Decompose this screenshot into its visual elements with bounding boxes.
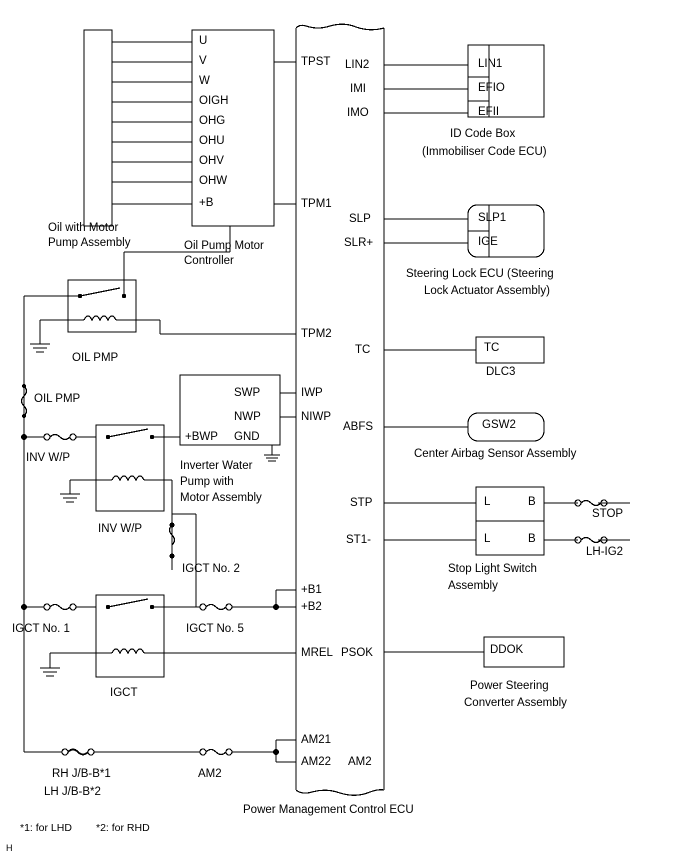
ecu-pin-plus-b1: +B1: [301, 584, 322, 596]
iwp-pin-bwp: +BWP: [185, 431, 218, 443]
ps-converter-caption-2: Converter Assembly: [464, 697, 567, 709]
ecu-pin-slr: SLR+: [344, 237, 374, 249]
igct-no5-fuse-label: IGCT No. 5: [186, 623, 244, 635]
ecu-pin-am22: AM22: [301, 756, 332, 768]
ecu-pin-slp: SLP: [349, 213, 371, 225]
am2-fuse-label: AM2: [198, 768, 222, 780]
pin-ohg: OHG: [199, 115, 226, 127]
idbox-pin-efii: EFII: [478, 106, 500, 118]
stoplight-pin-l-bottom: L: [484, 533, 491, 545]
ecu-pin-am21: AM21: [301, 734, 332, 746]
oil-pump-controller-caption-2: Controller: [184, 255, 234, 267]
igct-no1-fuse-label: IGCT No. 1: [12, 623, 70, 635]
steering-lock-pin-slp1: SLP1: [478, 212, 507, 224]
oil-pmp-fuse-label: OIL PMP: [34, 393, 81, 405]
oil-pmp-relay-box: [68, 280, 136, 332]
iwp-pin-swp: SWP: [234, 387, 261, 399]
ecu-pin-mrel: MREL: [301, 647, 333, 659]
iwp-caption-1: Inverter Water: [180, 460, 253, 472]
iwp-pin-nwp: NWP: [234, 411, 261, 423]
ps-converter-caption-1: Power Steering: [470, 680, 549, 692]
ecu-pin-imo: IMO: [347, 107, 369, 119]
ecu-pin-tc: TC: [355, 344, 371, 356]
pin-oigh: OIGH: [199, 95, 229, 107]
pin-ohw: OHW: [199, 175, 228, 187]
ecu-pin-plus-b2: +B2: [301, 601, 322, 613]
steering-lock-caption-2: Lock Actuator Assembly): [424, 285, 550, 297]
ecu-pin-niwp: NIWP: [301, 411, 332, 423]
footer-note-2: *2: for RHD: [96, 822, 150, 834]
ecu-pin-st1: ST1-: [346, 534, 371, 546]
pin-v: V: [199, 55, 207, 67]
ecu-pin-stp: STP: [350, 497, 373, 509]
pin-ohu: OHU: [199, 135, 225, 147]
pin-plus-b: +B: [199, 197, 214, 209]
idbox-caption-1: ID Code Box: [450, 128, 516, 140]
stop-label: STOP: [592, 508, 624, 520]
oil-motor-pump-box: [84, 30, 112, 226]
airbag-caption: Center Airbag Sensor Assembly: [414, 448, 577, 460]
pin-u: U: [199, 35, 208, 47]
ecu-pin-imi: IMI: [350, 83, 366, 95]
ecu-pin-psok: PSOK: [341, 647, 373, 659]
igct-no2-fuse-label: IGCT No. 2: [182, 563, 240, 575]
ecu-pin-tpm2: TPM2: [301, 328, 332, 340]
stoplight-pin-l-top: L: [484, 496, 491, 508]
ecu-pin-iwp: IWP: [301, 387, 323, 399]
iwp-caption-3: Motor Assembly: [180, 492, 262, 504]
pin-w: W: [199, 75, 210, 87]
ecu-pin-abfs: ABFS: [343, 421, 374, 433]
dlc3-pin-tc: TC: [484, 342, 500, 354]
oil-pmp-relay-label: OIL PMP: [72, 352, 119, 364]
ps-converter-pin-ddok: DDOK: [490, 644, 524, 656]
stoplight-pin-b-top: B: [528, 496, 536, 508]
rh-jb-b-fuse-label-1: RH J/B-B*1: [52, 768, 111, 780]
stoplight-caption-1: Stop Light Switch: [448, 563, 537, 575]
oil-motor-pump-caption-1: Oil with Motor: [48, 222, 119, 234]
idbox-pin-efio: EFIO: [478, 82, 505, 94]
stoplight-caption-2: Assembly: [448, 580, 498, 592]
oil-motor-pump-caption-2: Pump Assembly: [48, 237, 131, 249]
ecu-pin-lin2: LIN2: [345, 59, 370, 71]
lh-ig2-label: LH-IG2: [586, 546, 624, 558]
idbox-pin-lin1: LIN1: [478, 58, 503, 70]
ecu-caption: Power Management Control ECU: [243, 804, 414, 816]
corner-mark: H: [6, 843, 13, 853]
iwp-pin-gnd: GND: [234, 431, 260, 443]
steering-lock-pin-ige: IGE: [478, 236, 498, 248]
ecu-pin-tpst: TPST: [301, 56, 331, 68]
inv-wp-fuse-label: INV W/P: [26, 452, 71, 464]
ecu-pin-am2: AM2: [348, 756, 372, 768]
footer-note-1: *1: for LHD: [20, 822, 72, 834]
inv-wp-relay-label: INV W/P: [98, 523, 143, 535]
pin-ohv: OHV: [199, 155, 224, 167]
airbag-pin-gsw2: GSW2: [482, 419, 516, 431]
iwp-caption-2: Pump with: [180, 476, 234, 488]
dlc3-caption: DLC3: [486, 366, 516, 378]
ecu-pin-tpm1: TPM1: [301, 198, 332, 210]
oil-pump-controller-caption-1: Oil Pump Motor: [184, 240, 264, 252]
steering-lock-caption-1: Steering Lock ECU (Steering: [406, 268, 554, 280]
stoplight-pin-b-bottom: B: [528, 533, 536, 545]
igct-relay-label: IGCT: [110, 687, 138, 699]
rh-jb-b-fuse-label-2: LH J/B-B*2: [44, 786, 101, 798]
idbox-caption-2: (Immobiliser Code ECU): [422, 146, 547, 158]
